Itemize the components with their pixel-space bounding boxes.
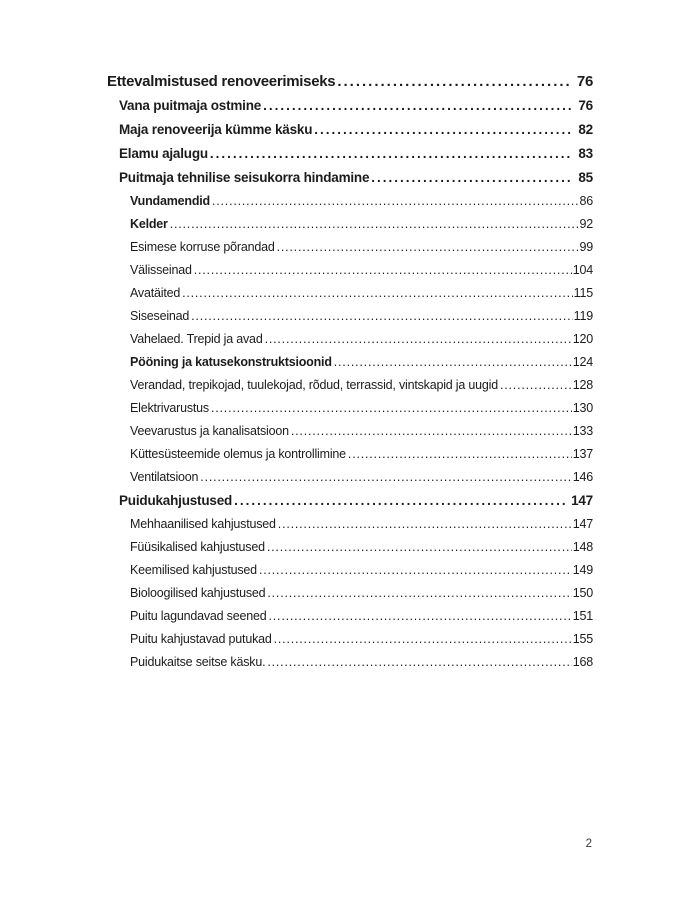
toc-entry-label: Puitu lagundavad seened <box>130 609 267 623</box>
toc-entry-label: Siseseinad <box>130 309 190 323</box>
toc-entry-page-number: 86 <box>579 194 593 208</box>
toc-entry-page-number: 137 <box>572 447 593 461</box>
toc-entry <box>107 305 593 328</box>
toc-entry-label: Elektrivarustus <box>130 401 209 415</box>
toc-entry-page-number: 99 <box>579 240 593 254</box>
toc-entry-label: Ettevalmistused renoveerimiseks <box>107 73 336 90</box>
toc-entry <box>107 397 593 420</box>
toc-entry <box>107 374 593 397</box>
toc-leader-dots <box>278 513 572 536</box>
toc-leader-dots <box>191 305 573 328</box>
toc-leader-dots <box>348 443 572 466</box>
toc-entry-page-number: 83 <box>578 146 593 161</box>
toc-leader-dots <box>337 70 572 94</box>
toc-leader-dots <box>314 118 573 142</box>
toc-entry-page-number: 82 <box>578 122 593 137</box>
toc-entry-label: Bioloogilised kahjustused <box>130 586 266 600</box>
toc-leader-dots <box>269 605 572 628</box>
toc-leader-dots <box>234 489 566 513</box>
toc-leader-dots <box>334 351 572 374</box>
toc-entry-page-number: 155 <box>572 632 593 646</box>
table-of-contents <box>107 70 593 674</box>
toc-entry <box>107 651 593 674</box>
toc-leader-dots <box>212 190 579 213</box>
toc-entry <box>107 213 593 236</box>
toc-leader-dots <box>210 142 573 166</box>
toc-entry-label: Esimese korruse põrandad <box>130 240 275 254</box>
toc-leader-dots <box>263 94 573 118</box>
toc-entry-page-number: 85 <box>578 170 593 185</box>
toc-entry-label: Keemilised kahjustused <box>130 563 257 577</box>
toc-leader-dots <box>291 420 572 443</box>
toc-entry-label: Puitmaja tehnilise seisukorra hindamine <box>119 170 370 185</box>
toc-entry <box>107 328 593 351</box>
toc-entry-page-number: 147 <box>571 493 593 508</box>
toc-entry <box>107 559 593 582</box>
toc-entry-page-number: 115 <box>573 286 593 300</box>
toc-entry <box>107 443 593 466</box>
toc-entry-page-number: 120 <box>572 332 593 346</box>
toc-entry-label: Vahelaed. Trepid ja avad <box>130 332 263 346</box>
toc-entry-label: Vundamendid <box>130 194 210 208</box>
toc-entry-page-number: 130 <box>572 401 593 415</box>
toc-entry <box>107 628 593 651</box>
toc-entry <box>107 94 593 118</box>
toc-entry-label: Füüsikalised kahjustused <box>130 540 265 554</box>
toc-entry-page-number: 133 <box>572 424 593 438</box>
toc-leader-dots <box>274 628 572 651</box>
toc-leader-dots <box>265 328 572 351</box>
toc-entry <box>107 513 593 536</box>
toc-entry-page-number: 151 <box>572 609 593 623</box>
toc-entry <box>107 166 593 190</box>
toc-entry-label: Elamu ajalugu <box>119 146 208 161</box>
toc-entry <box>107 489 593 513</box>
toc-entry-label: Pööning ja katusekonstruktsioonid <box>130 355 332 369</box>
toc-entry-page-number: 104 <box>572 263 593 277</box>
toc-leader-dots <box>182 282 573 305</box>
toc-leader-dots <box>211 397 572 420</box>
toc-entry-page-number: 150 <box>572 586 593 600</box>
toc-entry-page-number: 148 <box>572 540 593 554</box>
toc-leader-dots <box>200 466 571 489</box>
toc-entry-page-number: 146 <box>572 470 593 484</box>
toc-entry-page-number: 124 <box>572 355 593 369</box>
toc-entry <box>107 236 593 259</box>
footer-page-number: 2 <box>585 838 592 850</box>
toc-leader-dots <box>500 374 572 397</box>
toc-entry <box>107 118 593 142</box>
toc-leader-dots <box>371 166 573 190</box>
toc-entry-label: Vana puitmaja ostmine <box>119 98 262 113</box>
toc-entry <box>107 582 593 605</box>
toc-entry-page-number: 76 <box>578 98 593 113</box>
toc-entry <box>107 536 593 559</box>
toc-entry <box>107 142 593 166</box>
toc-entry <box>107 190 593 213</box>
toc-entry-label: Küttesüsteemide olemus ja kontrollimine <box>130 447 346 461</box>
toc-entry-label: Maja renoveerija kümme käsku <box>119 122 313 137</box>
toc-entry <box>107 605 593 628</box>
toc-entry-page-number: 149 <box>572 563 593 577</box>
toc-entry-page-number: 92 <box>579 217 593 231</box>
toc-leader-dots <box>259 559 572 582</box>
toc-entry <box>107 259 593 282</box>
toc-entry-label: Välisseinad <box>130 263 192 277</box>
toc-entry <box>107 420 593 443</box>
toc-leader-dots <box>267 582 571 605</box>
toc-entry-label: Ventilatsioon <box>130 470 199 484</box>
toc-leader-dots <box>194 259 572 282</box>
toc-entry <box>107 282 593 305</box>
toc-leader-dots <box>277 236 579 259</box>
toc-leader-dots <box>267 651 571 674</box>
toc-entry-label: Veevarustus ja kanalisatsioon <box>130 424 289 438</box>
toc-entry <box>107 351 593 374</box>
toc-entry <box>107 70 593 94</box>
toc-entry-page-number: 119 <box>573 309 593 323</box>
toc-entry-label: Puidukahjustused <box>119 493 233 508</box>
toc-entry-label: Puitu kahjustavad putukad <box>130 632 272 646</box>
toc-entry-page-number: 168 <box>572 655 593 669</box>
toc-entry-label: Puidukaitse seitse käsku. <box>130 655 266 669</box>
toc-leader-dots <box>170 213 579 236</box>
toc-leader-dots <box>267 536 572 559</box>
toc-entry-page-number: 147 <box>572 517 593 531</box>
toc-entry <box>107 466 593 489</box>
toc-entry-page-number: 76 <box>576 73 593 90</box>
toc-entry-label: Verandad, trepikojad, tuulekojad, rõdud, terrassid, vintskapid ja uugid <box>130 378 498 392</box>
toc-entry-label: Kelder <box>130 217 168 231</box>
toc-entry-page-number: 128 <box>572 378 593 392</box>
toc-entry-label: Mehhaanilised kahjustused <box>130 517 276 531</box>
toc-entry-label: Avatäited <box>130 286 181 300</box>
